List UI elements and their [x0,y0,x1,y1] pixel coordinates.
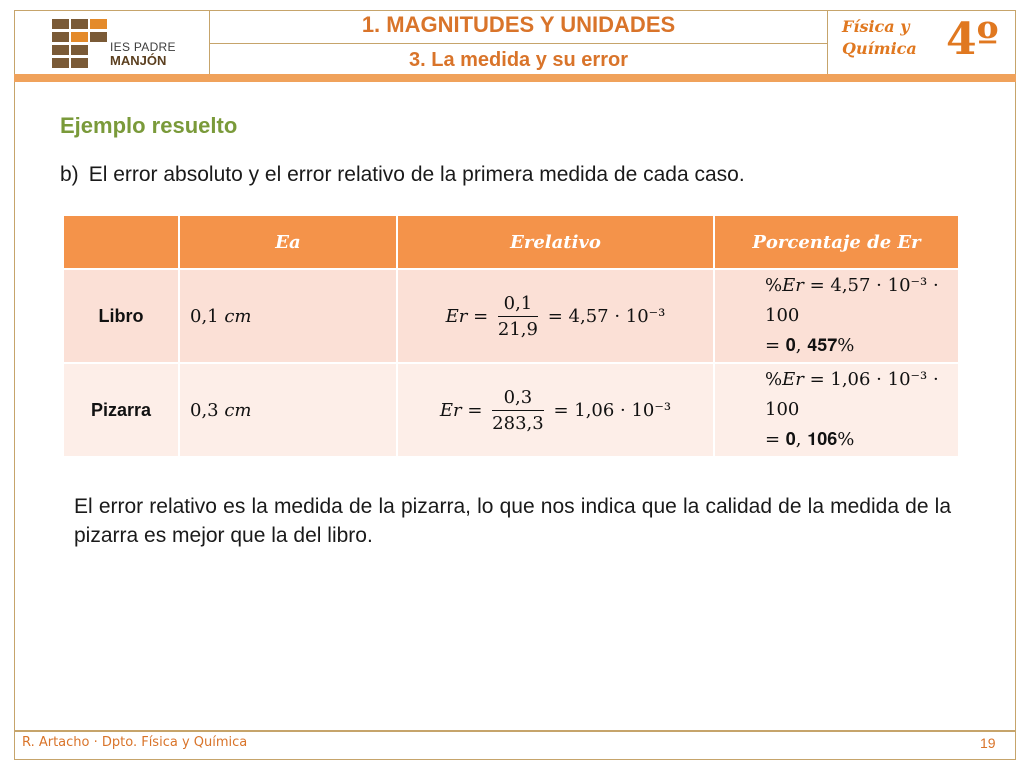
statement-text: El error absoluto y el error relativo de la primera medida de cada caso. [88,163,745,186]
percentage-line1: %𝐸𝑟 = 1,06 · 10⁻³ · 100 [765,369,939,420]
subject-badge [827,10,1016,74]
logo-line2: MANJÓN [110,53,167,68]
absolute-error-value: 0,3 𝑐𝑚 [179,363,397,457]
logo-text [110,40,176,68]
row-label: Libro [63,269,179,363]
header-percentage: 𝑷𝒐𝒓𝒄𝒆𝒏𝒕𝒂𝒋𝒆 𝒅𝒆 𝑬𝒓 [714,215,959,269]
er-symbol: 𝐸𝑟 = [445,305,489,327]
header-band [14,74,1016,82]
statement-label: b) [60,163,79,186]
percentage-line1: %𝐸𝑟 = 4,57 · 10⁻³ · 100 [765,275,939,326]
section-heading: Ejemplo resuelto [60,113,238,138]
conclusion-text: El error relativo es la medida de la pizarra, lo que nos indica que la calidad de la medida de la pizarra es mejor que la del libro. [74,495,951,547]
fraction-denominator: 283,3 [492,412,544,434]
fraction-numerator: 0,3 [492,387,544,411]
header-relative-error: 𝑬𝒓𝒆𝒍𝒂𝒕𝒊𝒗𝒐 [397,215,714,269]
logo-line1: IES PADRE [110,40,176,54]
table-row [63,363,959,457]
header-empty [63,215,179,269]
relative-error-formula [397,269,714,363]
relative-error-formula [397,363,714,457]
row-label: Pizarra [63,363,179,457]
percentage-line2: = 𝟎, 𝟏𝟎𝟔% [765,429,855,450]
results-table [62,214,960,458]
fraction-numerator: 0,1 [498,293,538,317]
percentage-line2: = 𝟎, 𝟒𝟓𝟕% [765,335,855,356]
percentage-formula [714,363,959,457]
footer-author: R. Artacho · Dpto. Física y Química [22,735,248,750]
percentage-formula [714,269,959,363]
er-result: = 1,06 · 10⁻³ [553,399,672,421]
er-result: = 4,57 · 10⁻³ [547,305,666,327]
unit-title: 1. MAGNITUDES Y UNIDADES [210,10,827,44]
problem-statement [60,163,745,187]
lesson-subtitle: 3. La medida y su error [409,49,628,71]
fraction-denominator: 21,9 [497,318,538,340]
page-number: 19 [980,735,996,751]
table-row [63,269,959,363]
header-absolute-error: 𝑬𝒂 [179,215,397,269]
footer-divider [14,730,1016,732]
fraction [498,293,538,340]
school-logo [14,10,210,74]
subject-name [842,16,917,60]
er-symbol: 𝐸𝑟 = [439,399,483,421]
logo-grid-icon [52,19,107,69]
table-header-row [63,215,959,269]
course-level: 4º [946,14,999,65]
fraction [492,387,544,434]
subject-line2: Química [842,39,917,58]
subject-line1: Física y [842,17,910,36]
absolute-error-value: 0,1 𝑐𝑚 [179,269,397,363]
